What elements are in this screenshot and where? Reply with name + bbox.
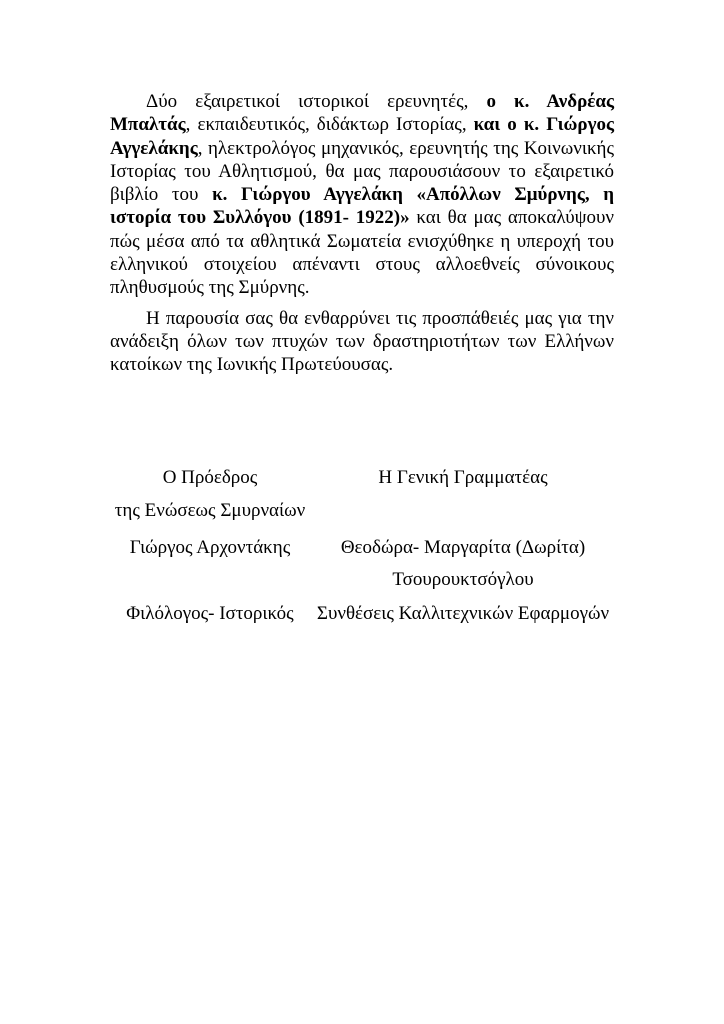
president-name: Γιώργος Αρχοντάκης (129, 537, 291, 558)
secretary-name-line2: Τσουρουκτσόγλου (392, 569, 534, 590)
p1-bold-baltas: ο κ. Ανδρέας Μπαλτάς (110, 91, 614, 136)
secretary-role: Συνθέσεις Καλλιτεχνικών Εφαρμογών (316, 603, 610, 624)
p1-text-g: και θα μας αποκαλύψουν πώς μέσα από τα αθλητικά Σωματεία ενισχύθηκε η υπεροχή του ελληνικού στοιχείου απέναντι στους αλλοεθνείς σύνοικους πληθυσμούς της Σμύρνης. (110, 207, 614, 299)
president-organization: της Ενώσεως Σμυρναίων (114, 500, 306, 521)
paragraph-invitation (110, 90, 614, 300)
president-title: Ο Πρόεδρος (162, 467, 258, 488)
president-role: Φιλόλογος- Ιστορικός (126, 603, 294, 624)
secretary-title: Η Γενική Γραμματέας (378, 467, 548, 488)
secretary-name-line1: Θεοδώρα- Μαργαρίτα (Δωρίτα) (340, 537, 586, 558)
p1-text-a: Δύο εξαιρετικοί ιστορικοί ερευνητές, (146, 91, 487, 112)
p1-bold-angelakis: και ο κ. Γιώργος Αγγελάκης (110, 114, 614, 159)
p1-bold-book-title: κ. Γιώργου Αγγελάκη «Απόλλων Σμύρνης, η ιστορία του Συλλόγου (1891- 1922)» (110, 184, 614, 229)
p1-text-c: , εκπαιδευτικός, διδάκτωρ Ιστορίας, (185, 114, 474, 136)
p1-text-e: , ηλεκτρολόγος μηχανικός, ερευνητής της Κοινωνικής Ιστορίας του Αθλητισμού, θα μας παρουσιάσουν το εξαιρετικό βιβλίο του (110, 137, 614, 206)
letter-body (110, 90, 614, 377)
paragraph-closing: Η παρουσία σας θα ενθαρρύνει τις προσπάθειές μας για την ανάδειξη όλων των πτυχών των δραστηριοτήτων των Ελλήνων κατοίκων της Ιωνικής Πρωτεύουσας. (110, 307, 614, 376)
